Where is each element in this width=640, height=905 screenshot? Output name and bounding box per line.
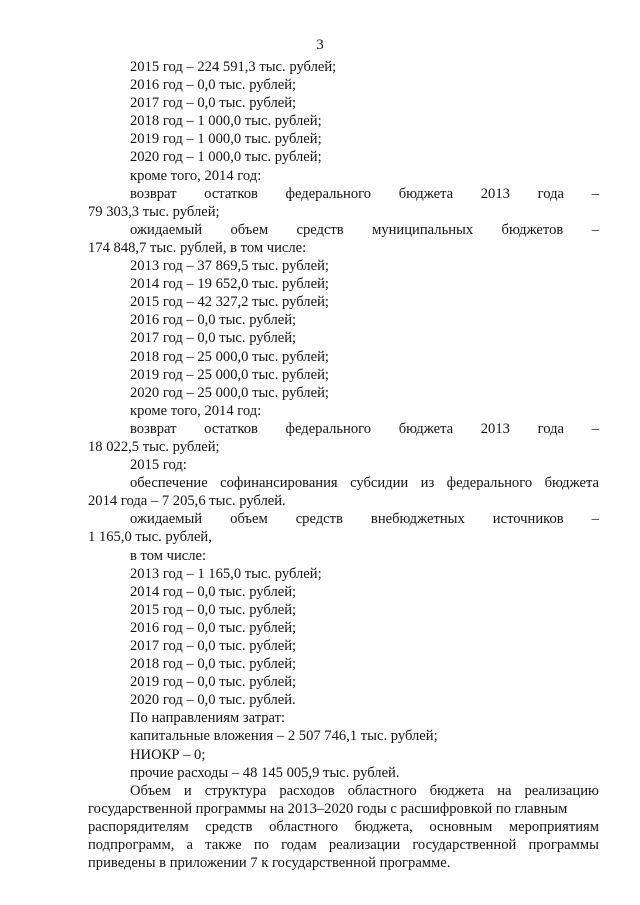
text-line: 79 303,3 тыс. рублей; (88, 203, 220, 220)
word: государственной (412, 837, 517, 854)
word: софинансирования (220, 475, 338, 492)
word: средств (205, 818, 253, 835)
text-line: 2015 год – 42 327,2 тыс. рублей; (130, 294, 329, 311)
text-line: 2015 год – 0,0 тыс. рублей; (130, 601, 297, 618)
word: остатков (204, 420, 258, 437)
text-line: приведены в приложении 7 к государственной программе. (88, 855, 451, 872)
word: программы (528, 837, 599, 854)
word: подпрограмм, (88, 837, 175, 854)
justified-line (88, 185, 599, 203)
text-line: прочие расходы – 48 145 005,9 тыс. рублей. (130, 764, 400, 781)
word: субсидии (350, 475, 409, 492)
word: – (591, 420, 599, 437)
word: ожидаемый (130, 221, 203, 238)
word: бюджета, (354, 818, 413, 835)
justified-line (88, 818, 599, 836)
word: федерального (285, 185, 372, 202)
justified-line (88, 510, 599, 528)
word: мероприятиям (508, 818, 599, 835)
word: областного (347, 782, 417, 799)
document-body (88, 58, 599, 872)
justified-line (88, 836, 599, 854)
text-line: государственной программы на 2013–2020 годы с расшифровкой по главным (88, 800, 568, 817)
word: остатков (204, 185, 258, 202)
word: бюджета (398, 420, 454, 437)
text-line: 2014 год – 0,0 тыс. рублей; (130, 583, 297, 600)
text-line: 18 022,5 тыс. рублей; (88, 438, 220, 455)
word: бюджета (429, 782, 485, 799)
text-line: 2019 год – 0,0 тыс. рублей; (130, 674, 297, 691)
text-line: 2014 года – 7 205,6 тыс. рублей. (88, 493, 286, 510)
word: 2013 (480, 420, 510, 437)
word: бюджета (544, 475, 599, 492)
text-line: кроме того, 2014 год: (130, 402, 262, 419)
text-line: НИОКР – 0; (130, 746, 206, 763)
word: внебюджетных (370, 511, 465, 528)
word: годам (281, 837, 317, 854)
text-line: 2013 год – 1 165,0 тыс. рублей; (130, 565, 322, 582)
text-line: в том числе: (130, 547, 207, 564)
justified-line (88, 474, 599, 492)
justified-line (88, 782, 599, 800)
text-line: 2016 год – 0,0 тыс. рублей; (130, 77, 297, 94)
word: возврат (130, 420, 177, 437)
text-line: 174 848,7 тыс. рублей, в том числе: (88, 239, 307, 256)
word: расходов (279, 782, 335, 799)
word: федерального (285, 420, 372, 437)
text-line: 2020 год – 1 000,0 тыс. рублей; (130, 149, 322, 166)
word: средств (296, 221, 344, 238)
word: объем (230, 221, 269, 238)
word: объем (230, 511, 268, 528)
word: – (591, 221, 599, 238)
text-line: По направлениям затрат: (130, 710, 286, 727)
text-line: 2017 год – 0,0 тыс. рублей; (130, 638, 297, 654)
word: областного (269, 818, 339, 835)
word: бюджетов (501, 221, 564, 238)
word: и (183, 782, 192, 799)
word: средств (295, 511, 343, 528)
text-line: 2020 год – 0,0 тыс. рублей. (130, 692, 296, 709)
word: также (205, 837, 242, 854)
word: по (253, 837, 269, 854)
word: источников (492, 511, 564, 528)
text-line: 2015 год – 224 591,3 тыс. рублей; (130, 59, 337, 75)
word: – (591, 511, 599, 528)
text-line: 2015 год: (130, 457, 187, 474)
word: возврат (130, 185, 177, 202)
word: 2013 (480, 185, 510, 202)
word: структура (204, 782, 267, 799)
text-line: 2013 год – 37 869,5 тыс. рублей; (130, 258, 329, 275)
justified-line (88, 420, 599, 438)
word: Объем (130, 782, 171, 799)
word: реализации (328, 837, 401, 854)
word: на (497, 782, 512, 799)
word: ожидаемый (130, 511, 203, 528)
page-number: 3 (316, 37, 324, 53)
word: реализацию (524, 782, 599, 799)
word: распорядителям (88, 818, 189, 835)
text-line: 2014 год – 19 652,0 тыс. рублей; (130, 276, 329, 293)
word: а (186, 837, 194, 854)
text-line: 2017 год – 0,0 тыс. рублей; (130, 95, 297, 112)
word: из (420, 475, 435, 492)
word: – (591, 185, 599, 202)
text-line: 2018 год – 1 000,0 тыс. рублей; (130, 113, 322, 130)
text-line: 2019 год – 25 000,0 тыс. рублей; (130, 366, 329, 383)
text-line: 2019 год – 1 000,0 тыс. рублей; (130, 131, 322, 148)
text-line: 2017 год – 0,0 тыс. рублей; (130, 330, 297, 347)
text-line: 2018 год – 0,0 тыс. рублей; (130, 656, 297, 673)
text-line: 2016 год – 0,0 тыс. рублей; (130, 312, 297, 329)
word: обеспечение (130, 475, 208, 492)
word: бюджета (398, 185, 454, 202)
text-line: 2020 год – 25 000,0 тыс. рублей; (130, 384, 329, 401)
word: года (537, 420, 564, 437)
text-line: 2016 год – 0,0 тыс. рублей; (130, 619, 297, 636)
word: муниципальных (372, 221, 474, 238)
text-line: кроме того, 2014 год: (130, 167, 262, 184)
text-line: капитальные вложения – 2 507 746,1 тыс. рублей; (130, 728, 438, 745)
word: основным (429, 818, 493, 835)
word: года (537, 185, 564, 202)
justified-line (88, 221, 599, 239)
word: федерального (446, 475, 533, 492)
text-line: 1 165,0 тыс. рублей, (88, 529, 212, 546)
text-line: 2018 год – 25 000,0 тыс. рублей; (130, 348, 329, 365)
